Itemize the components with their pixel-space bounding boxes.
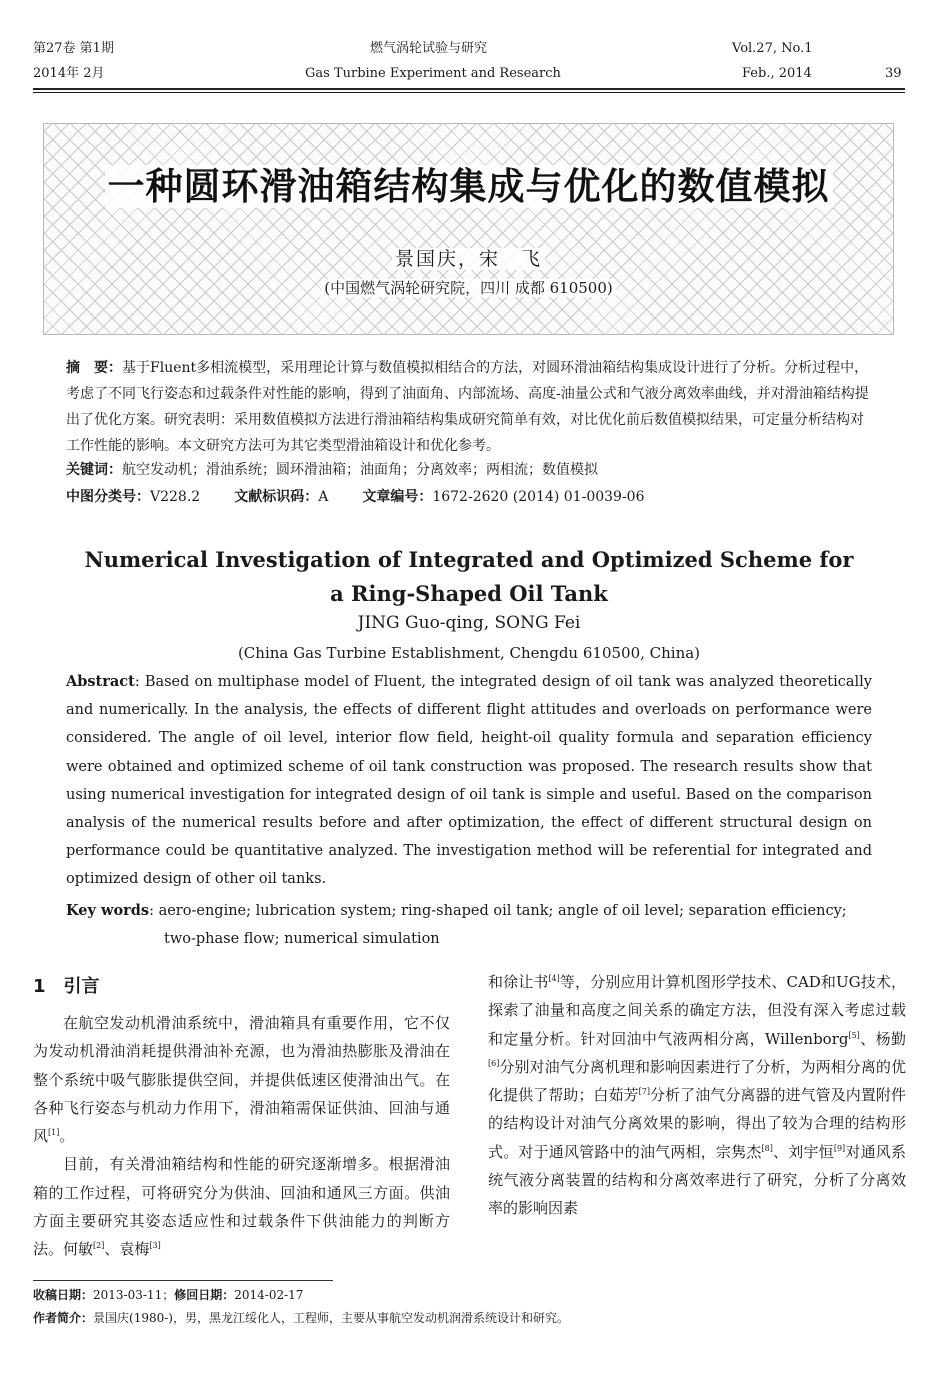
footnote-dates [33,1286,303,1303]
date-cn: 2014年 2月 [33,66,105,81]
affiliation-en: (China Gas Turbine Establishment, Chengdu 610500, China) [237,644,701,662]
doc-code-value: A [318,489,329,505]
classification-line [66,486,645,506]
body-text: 目前，有关滑油箱结构和性能的研究逐渐增多。根据滑油箱的工作过程，可将研究分为供油、回油和通风三方面。供油方面主要研究其姿态适应性和过载条件下供油能力的判断方法。何敏 [33,1155,450,1259]
date-en: Feb., 2014 [742,66,812,81]
body-paragraph [33,1009,450,1150]
received-label: 收稿日期： [33,1288,94,1302]
page-number: 39 [885,66,902,81]
footnote-rule [33,1280,333,1281]
revised-label: 修回日期： [174,1288,235,1302]
clc-value: V228.2 [150,489,201,505]
header-rule-thick [33,88,905,90]
body-column-right [488,968,906,1223]
abstract-cn-text: 基于Fluent多相流模型，采用理论计算与数值模拟相结合的方法，对圆环滑油箱结构集成设计进行了分析。分析过程中，考虑了不同飞行姿态和过载条件对性能的影响，得到了油面角、内部流场、高度-油量公式和气液分离效率曲线，并对滑油箱结构提出了优化方案。研究表明：采用数值模拟方法进行滑油箱结构集成研究简单有效，对比优化前后数值模拟结果，可定量分析结构对工作性能的影响。本文研究方法可为其它类型滑油箱设计和优化参考。 [66,360,869,454]
authors-cn [43,244,894,271]
body-text: 等，分别应用计算机图形学技术、CAD和UG技术，探索了油量和高度之间关系的确定方法，但没有深入考虑过载和定量分析。针对回油中气液两相分离，Willenborg [488,973,906,1048]
article-number-label: 文章编号： [362,489,433,505]
keywords-cn [66,459,598,479]
affiliation-cn-text: (中国燃气涡轮研究院，四川 成都 610500) [321,279,616,297]
keywords-en [66,897,876,953]
keywords-en-colon: : [149,903,159,919]
doc-code-label: 文献标识码： [234,489,319,505]
article-title-en-line2: a Ring-Shaped Oil Tank [330,581,608,606]
body-column-left [33,1009,450,1264]
abstract-en-label: Abstract [66,673,135,690]
citation-ref: [6] [488,1058,500,1068]
body-text: 、袁梅 [104,1240,150,1259]
abstract-cn [66,355,876,459]
header-rule-thin [33,92,905,93]
volume-issue-cn: 第27卷 第1期 [33,41,114,56]
journal-name-en: Gas Turbine Experiment and Research [305,66,561,81]
keywords-cn-text: 航空发动机；滑油系统；圆环滑油箱；油面角；分离效率；两相流；数值模拟 [122,462,598,478]
section-heading: 1 引言 [33,976,100,997]
citation-ref: [1] [48,1128,60,1138]
article-title-cn-text: 一种圆环滑油箱结构集成与优化的数值模拟 [105,165,833,208]
abstract-cn-label: 摘 要： [66,360,122,376]
citation-ref: [8] [761,1143,773,1153]
citation-ref: [4] [548,974,560,983]
footnote-author-bio [33,1309,569,1326]
authors-cn-text: 景国庆，宋 飞 [392,248,545,270]
bio-text: 景国庆(1980-)，男，黑龙江绥化人，工程师，主要从事航空发动机润滑系统设计和研究。 [93,1311,569,1325]
citation-ref: [3] [149,1241,161,1251]
article-number-value: 1672-2620 (2014) 01-0039-06 [432,489,645,505]
body-text: 在航空发动机滑油系统中，滑油箱具有重要作用，它不仅为发动机滑油消耗提供滑油补充源，也为滑油热膨胀及滑油在整个系统中吸气膨胀提供空间，并提供低速区使滑油出气。在各种飞行姿态与机动力作用下，滑油箱需保证供油、回油与通风 [33,1014,450,1146]
keywords-en-line1: aero-engine; lubrication system; ring-shaped oil tank; angle of oil level; separation efficiency; [158,903,847,919]
body-paragraph [33,1150,450,1263]
citation-ref: [2] [93,1241,105,1251]
body-text: 、杨勤 [859,1029,906,1048]
body-text: 分析了油气分离器的进气管及内置附件的结构设计对油气分离效果的影响，得出了较为合理的结构形式。对于通风管路中的油气两相，宗隽杰 [488,1086,906,1161]
body-text: 。 [59,1127,75,1146]
abstract-en [66,668,872,894]
volume-issue-en: Vol.27, No.1 [732,41,813,56]
citation-ref: [9] [833,1143,846,1153]
authors-en: JING Guo-qing, SONG Fei [357,613,581,633]
keywords-cn-label: 关键词： [66,462,122,478]
article-title-cn [43,156,894,210]
article-title-en [33,543,905,611]
title-background-pattern [43,123,894,335]
citation-ref: [5] [848,1030,860,1040]
affiliation-cn [43,277,894,298]
citation-ref: [7] [638,1087,650,1097]
article-title-en-line1: Numerical Investigation of Integrated and Optimized Scheme for [84,547,854,572]
abstract-en-text: Based on multiphase model of Fluent, the integrated design of oil tank was analyzed theoretically and numerically. In the analysis, the effects of different flight attitudes and overloads on performance were considered. The angle of oil level, interior flow field, height-oil quality formula and separation efficiency were obtained and optimized scheme of oil tank construction was proposed. The research results show that using numerical investigation for integrated design of oil tank is simple and useful. Based on the comparison analysis of the numerical results before and after optimization, the effect of different structural design on performance could be quantitative analyzed. The investigation method will be referential for integrated and optimized design of other oil tanks. [66,674,872,888]
abstract-en-colon: : [134,674,145,690]
received-date: 2013-03-11； [93,1288,175,1302]
keywords-en-line2: two-phase flow; numerical simulation [164,931,440,947]
keywords-en-label: Key words [66,902,150,919]
body-text: 分别对油气分离机理和影响因素进行了分析，为两相分离的优化提供了帮助；白茹芳 [488,1057,906,1105]
body-text: 对通风系统气液分离装置的结构和分离效率进行了研究，分析了分离效率的影响因素 [488,1142,906,1218]
body-text: 和徐让书 [488,973,549,991]
clc-label: 中图分类号： [66,489,150,505]
journal-name-cn: 燃气涡轮试验与研究 [370,41,488,56]
revised-date: 2014-02-17 [234,1288,304,1302]
body-text: 、刘宇恒 [772,1142,834,1161]
bio-label: 作者简介： [33,1311,94,1325]
